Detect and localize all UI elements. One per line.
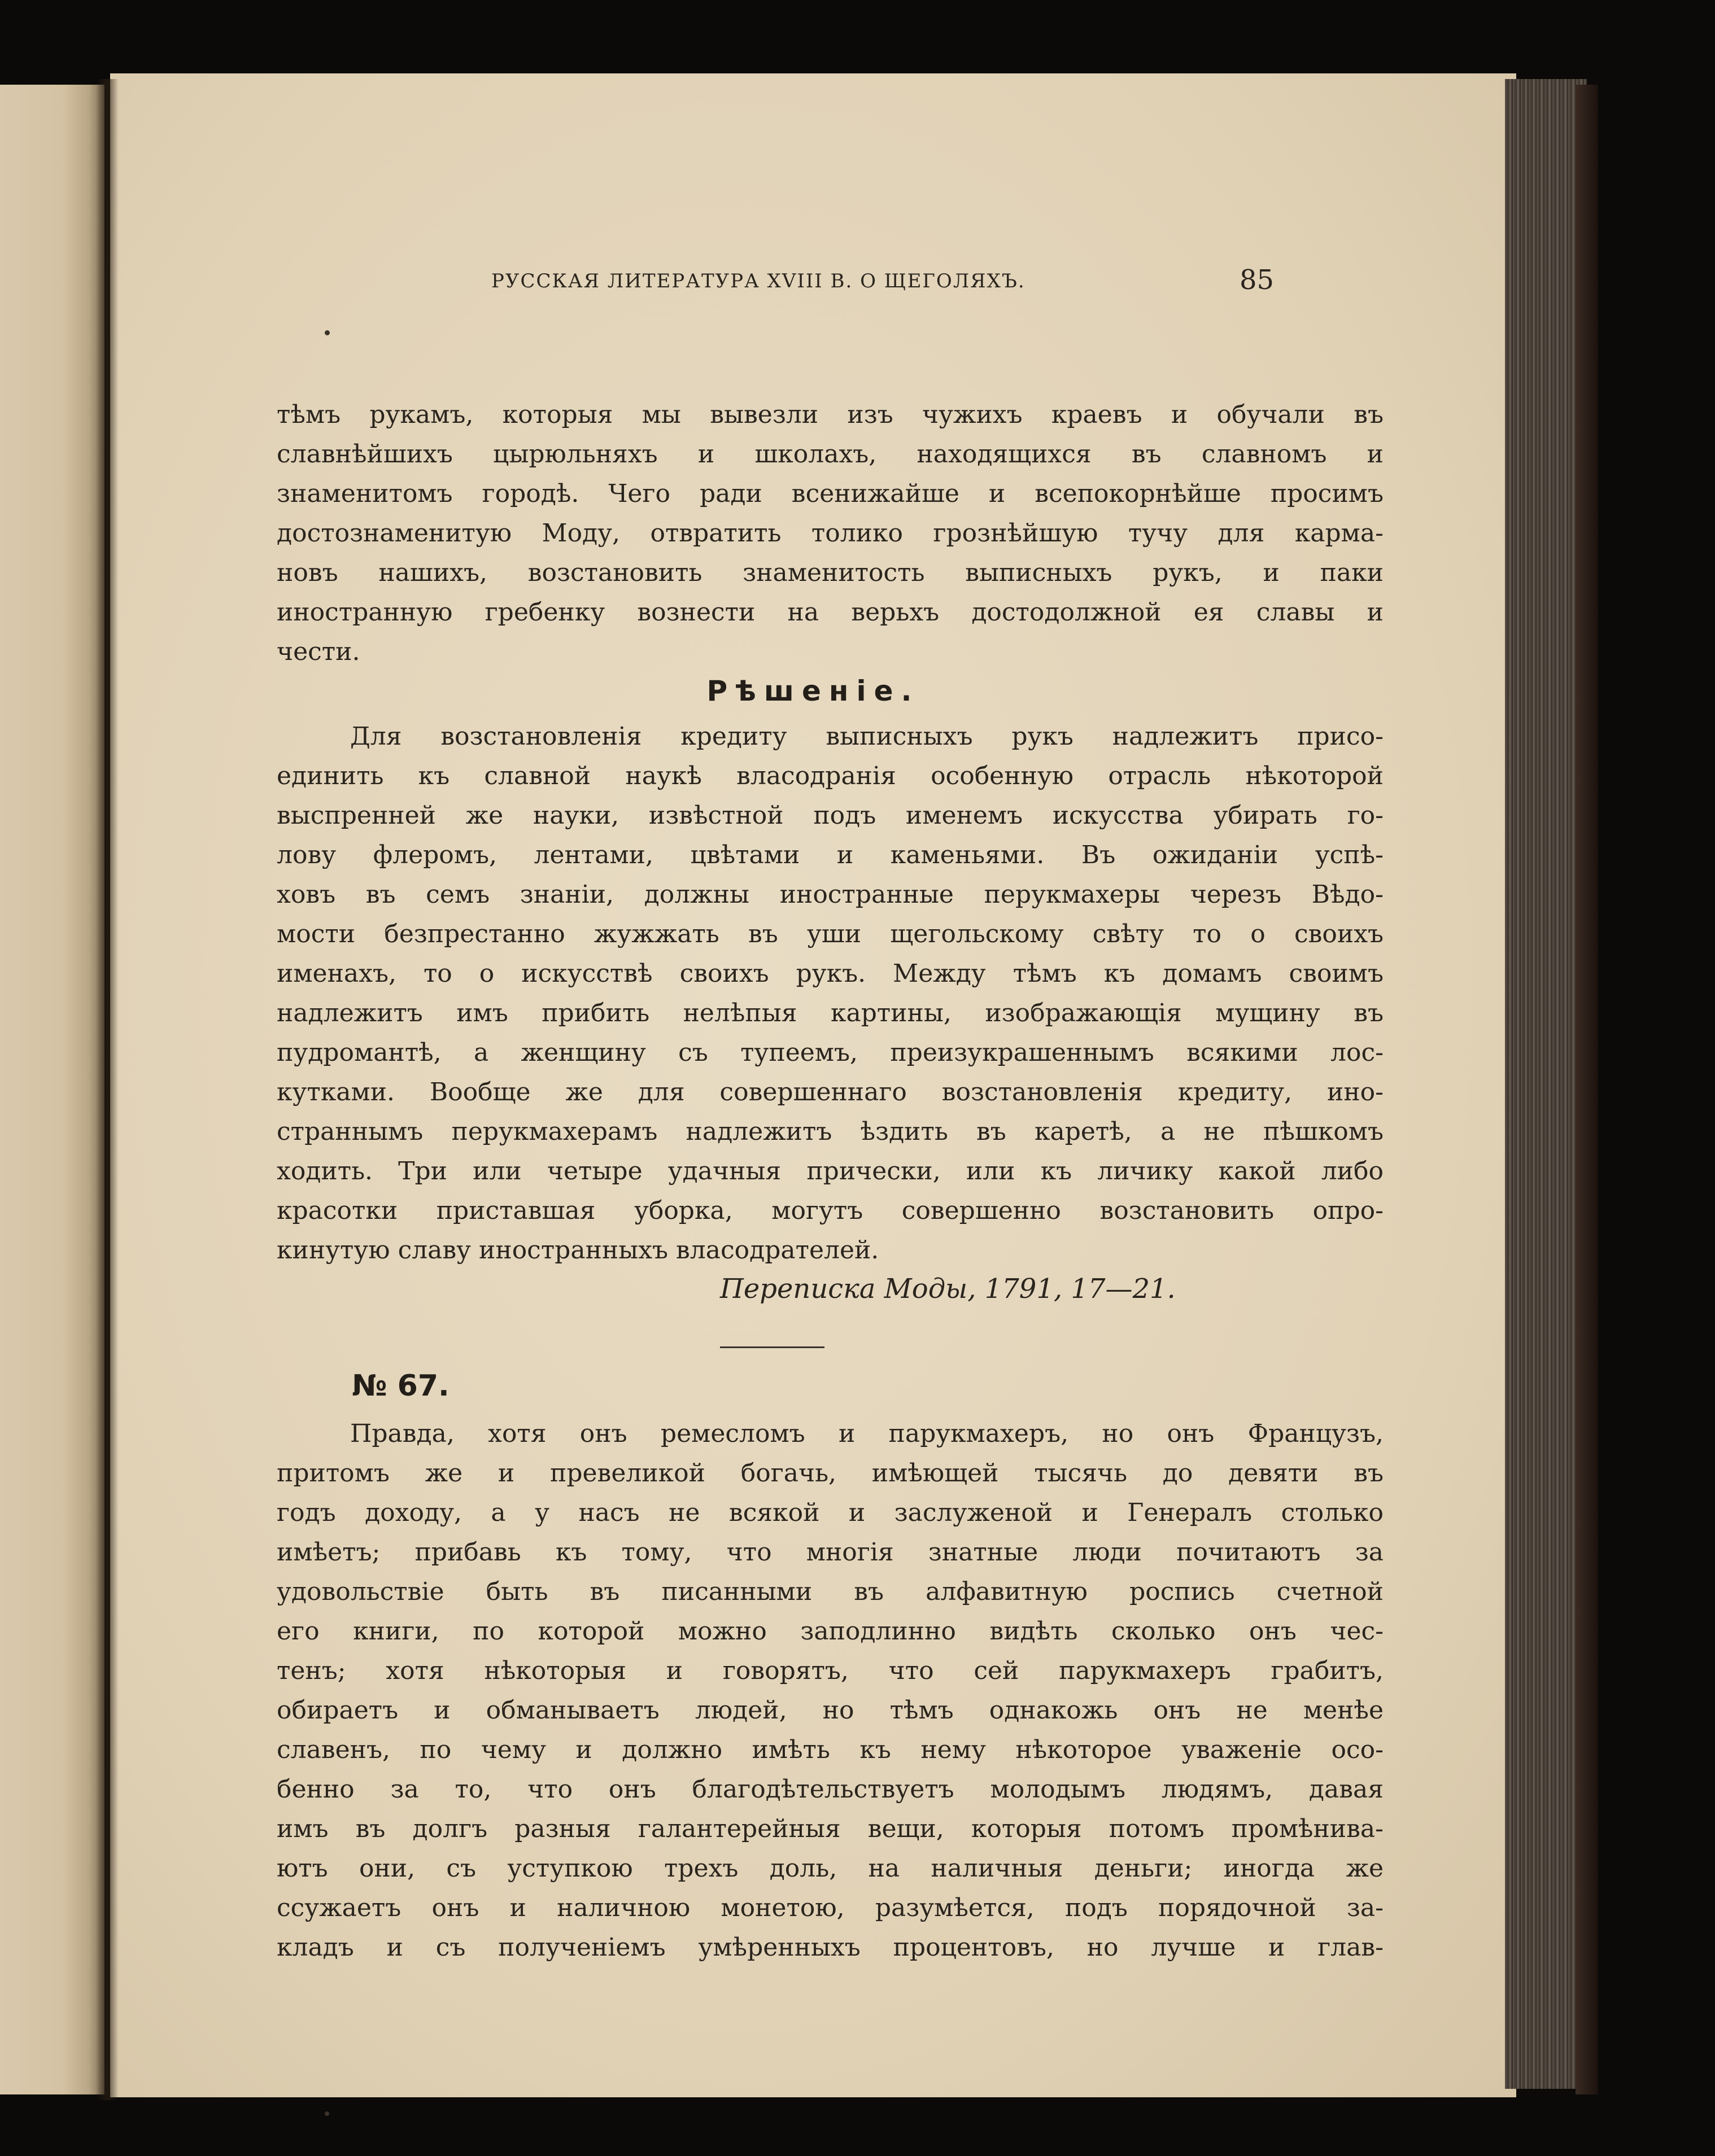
section-divider (720, 1346, 824, 1348)
gutter-shadow (96, 79, 119, 2100)
text-line: знаменитомъ городѣ. Чего ради всенижайше и всепокорнѣйше просимъ (277, 479, 1384, 508)
text-line: обираетъ и обманываетъ людей, но тѣмъ однакожь онъ не менѣе (277, 1696, 1384, 1725)
citation: Переписка Моды, 1791, 17—21. (720, 1273, 1176, 1305)
text-line: кладъ и съ полученіемъ умѣренныхъ процентовъ, но лучше и глав- (277, 1933, 1384, 1962)
text-line: иностранную гребенку вознести на верьхъ достодолжной ея славы и (277, 598, 1384, 627)
text-line: славенъ, по чему и должно имѣть къ нему нѣкоторое уваженіе осо- (277, 1735, 1384, 1764)
ink-speck (325, 2111, 329, 2116)
ink-speck (325, 330, 330, 335)
left-facing-page-edge (0, 85, 104, 2094)
page-block-edges (1505, 79, 1587, 2089)
section-heading: Рѣшеніе. (706, 675, 920, 707)
text-line: кинутую славу иностранныхъ власодрателей. (277, 1236, 879, 1265)
text-line: именахъ, то о искусствѣ своихъ рукъ. Между тѣмъ къ домамъ своимъ (277, 959, 1384, 988)
text-line: Правда, хотя онъ ремесломъ и парукмахеръ, но онъ Французъ, (350, 1419, 1384, 1448)
text-line: годъ доходу, а у насъ не всякой и заслуженой и Генералъ столько (277, 1498, 1384, 1527)
text-line: имъ въ долгъ разныя галантерейныя вещи, которыя потомъ промѣнива- (277, 1814, 1384, 1843)
book-cover-edge (1576, 85, 1598, 2094)
text-line: тѣмъ рукамъ, которыя мы вывезли изъ чужихъ краевъ и обучали въ (277, 400, 1384, 429)
text-line: славнѣйшихъ цырюльняхъ и школахъ, находящихся въ славномъ и (277, 440, 1384, 469)
text-line: бенно за то, что онъ благодѣтельствуетъ молодымъ людямъ, давая (277, 1775, 1384, 1804)
text-line: имѣетъ; прибавь къ тому, что многія знатные люди почитаютъ за (277, 1538, 1384, 1567)
text-line: ютъ они, съ уступкою трехъ доль, на наличныя деньги; иногда же (277, 1854, 1384, 1883)
text-line: страннымъ перукмахерамъ надлежитъ ѣздить въ каретѣ, а не пѣшкомъ (277, 1117, 1384, 1146)
text-line: его книги, по которой можно заподлинно видѣть сколько онъ чес- (277, 1617, 1384, 1646)
text-line: мости безпрестанно жужжать въ уши щегольскому свѣту то о своихъ (277, 920, 1384, 948)
text-line: надлежитъ имъ прибить нелѣпыя картины, изображающія мущину въ (277, 999, 1384, 1027)
text-line: притомъ же и превеликой богачь, имѣющей тысячь до девяти въ (277, 1459, 1384, 1488)
text-line: Для возстановленія кредиту выписныхъ рукъ надлежитъ присо- (350, 722, 1384, 751)
page-number: 85 (1240, 264, 1275, 296)
text-line: достознаменитую Моду, отвратить толико грознѣйшую тучу для карма- (277, 519, 1384, 548)
entry-number: № 67. (352, 1369, 450, 1403)
running-head: РУССКАЯ ЛИТЕРАТУРА XVIII В. О ЩЕГОЛЯХЪ. (491, 270, 1025, 292)
book-page (110, 73, 1516, 2097)
text-line: кутками. Вообще же для совершеннаго возстановленія кредиту, ино- (277, 1078, 1384, 1107)
text-line: ссужаетъ онъ и наличною монетою, разумѣется, подъ порядочной за- (277, 1893, 1384, 1922)
text-line: ходить. Три или четыре удачныя прически, или къ личику какой либо (277, 1157, 1384, 1186)
text-line: ховъ въ семъ знаніи, должны иностранные перукмахеры черезъ Вѣдо- (277, 880, 1384, 909)
text-line: выспренней же науки, извѣстной подъ именемъ искусства убирать го- (277, 801, 1384, 830)
text-line: лову флеромъ, лентами, цвѣтами и каменьями. Въ ожиданіи успѣ- (277, 841, 1384, 869)
text-line: чести. (277, 637, 360, 666)
text-line: удовольствіе быть въ писанными въ алфавитную роспись счетной (277, 1577, 1384, 1606)
text-line: единить къ славной наукѣ власодранія особенную отрасль нѣкоторой (277, 762, 1384, 790)
text-line: пудромантѣ, а женщину съ тупеемъ, преизукрашеннымъ всякими лос- (277, 1038, 1384, 1067)
text-line: новъ нашихъ, возстановить знаменитость выписныхъ рукъ, и паки (277, 558, 1384, 587)
text-line: красотки приставшая уборка, могутъ совершенно возстановить опро- (277, 1196, 1384, 1225)
text-line: тенъ; хотя нѣкоторыя и говорятъ, что сей парукмахеръ грабитъ, (277, 1656, 1384, 1685)
